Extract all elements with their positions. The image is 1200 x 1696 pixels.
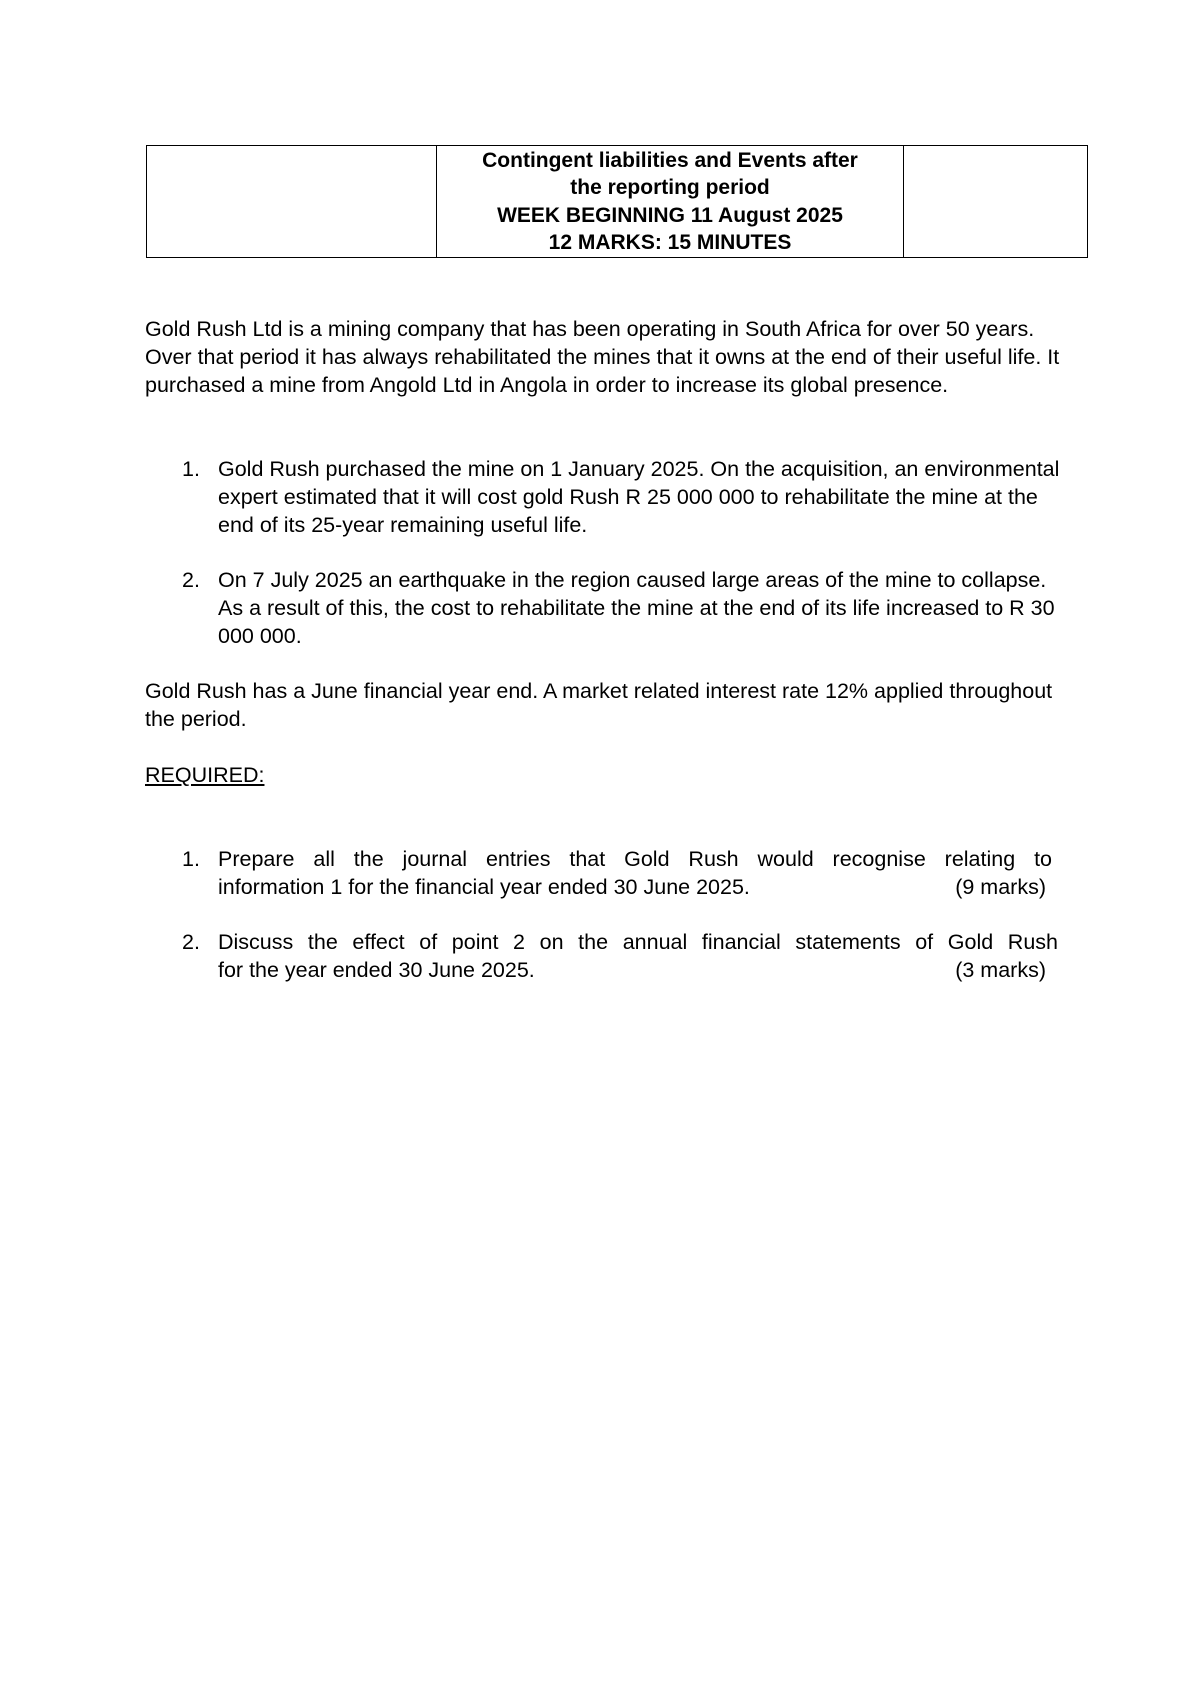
required-item-line1: Prepare all the journal entries that Gold Rush would recognise relating to: [218, 847, 1052, 871]
intro-paragraph: Gold Rush Ltd is a mining company that has been operating in South Africa for over 50 years. Over that period it has always rehabilitated the mines that it owns at the end of their useful life. It purchased a mine from Angold Ltd in Angola in order to increase its global presence.: [145, 317, 1060, 397]
required-item-line2: information 1 for the financial year ended 30 June 2025.: [218, 875, 750, 899]
required-item-number: 1.: [182, 847, 200, 871]
required-item-line1: Discuss the effect of point 2 on the annual financial statements of Gold Rush: [218, 930, 1058, 954]
required-item-line2-row: [218, 873, 1052, 901]
required-item-marks: (9 marks): [955, 875, 1046, 899]
required-item-number: 2.: [182, 930, 200, 954]
header-week: WEEK BEGINNING 11 August 2025: [497, 203, 843, 227]
required-item-text: [218, 845, 1060, 901]
required-item-text: [218, 928, 1060, 984]
header-table: [146, 145, 1088, 258]
header-marks: 12 MARKS: 15 MINUTES: [548, 231, 792, 254]
required-heading: REQUIRED:: [145, 763, 265, 787]
required-item-line2-row: [218, 956, 1052, 984]
header-title-cell: [437, 146, 904, 258]
required-item-line2: for the year ended 30 June 2025.: [218, 958, 535, 982]
required-item-marks: (3 marks): [955, 958, 1046, 982]
header-left-cell: [147, 146, 437, 258]
information-item-number: 2.: [182, 568, 200, 592]
header-title-line1: Contingent liabilities and Events after: [482, 148, 858, 172]
information-item-text: Gold Rush purchased the mine on 1 January 2025. On the acquisition, an environmental expert estimated that it will cost gold Rush R 25 000 000 to rehabilitate the mine at the end of its 25-year remaining useful life.: [218, 457, 1060, 537]
year-end-paragraph: Gold Rush has a June financial year end. A market related interest rate 12% applied throughout the period.: [145, 679, 1053, 731]
header-right-cell: [904, 146, 1088, 258]
information-item-number: 1.: [182, 457, 200, 481]
header-title-line2: the reporting period: [570, 176, 770, 199]
information-item-text: On 7 July 2025 an earthquake in the region caused large areas of the mine to collapse. As a result of this, the cost to rehabilitate the mine at the end of its life increased to R 30 000 000.: [218, 568, 1055, 648]
